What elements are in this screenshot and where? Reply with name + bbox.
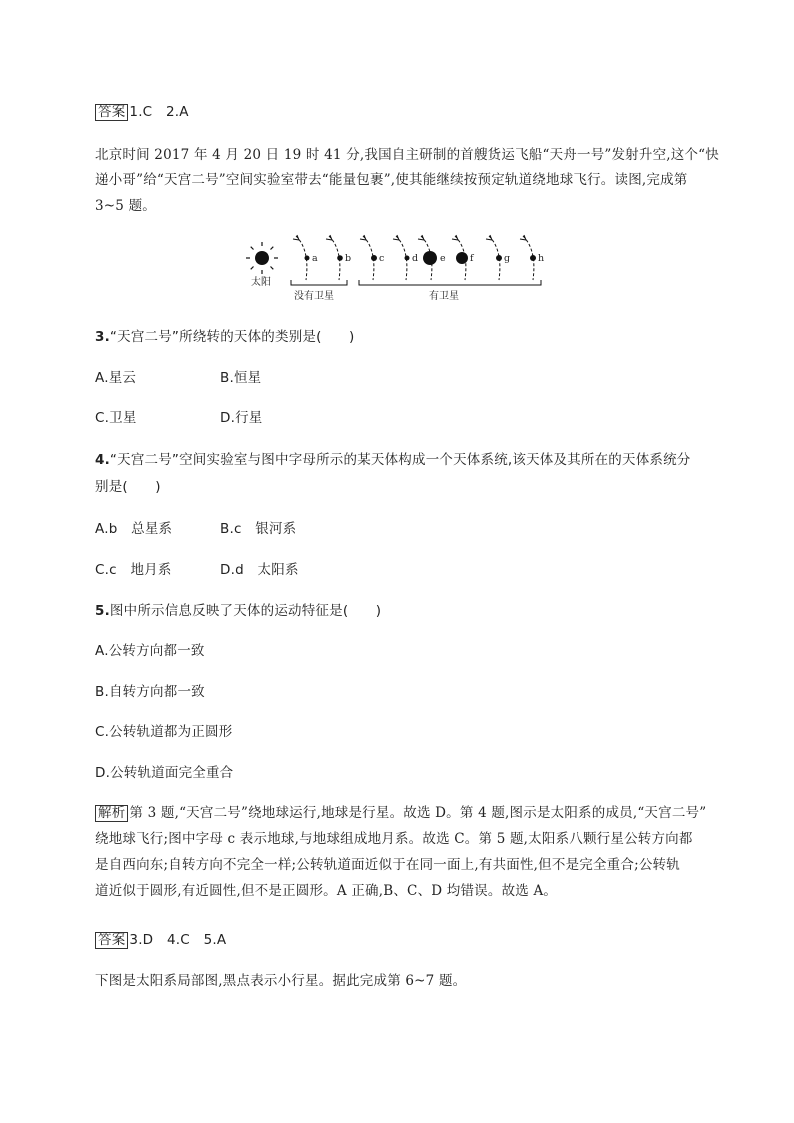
q4-option-a: A.b 总星系 <box>95 521 173 537</box>
planet-label-c: c <box>379 253 385 264</box>
intro-line-3: 3~5 题。 <box>95 198 156 214</box>
q3-options-row-2 <box>95 406 263 426</box>
sun-label: 太阳 <box>251 277 271 288</box>
q5-stem <box>95 599 381 619</box>
planet-e <box>423 251 437 265</box>
planet-a <box>305 256 310 261</box>
q3-options-row-1 <box>95 366 262 386</box>
q4-text-1: “天宫二号”空间实验室与图中字母所示的某天体构成一个天体系统,该天体及其所在的天体系统分 <box>109 452 691 468</box>
answer-text: 1.C 2.A <box>129 104 189 120</box>
solar-system-figure <box>0 232 794 312</box>
q5-text: 图中所示信息反映了天体的运动特征是( ) <box>109 603 382 619</box>
analysis-text-1: 第 3 题,“天宫二号”绕地球运行,地球是行星。故选 D。第 4 题,图示是太阳系的成员,“天宫二号” <box>129 805 707 821</box>
q5-option-c: C.公转轨道都为正圆形 <box>95 724 233 740</box>
q4-stem-2: 别是( ) <box>95 479 161 495</box>
q5-option-a: A.公转方向都一致 <box>95 643 205 659</box>
sun-icon <box>246 242 278 274</box>
answer-line-2 <box>95 928 226 949</box>
planet-f <box>456 252 468 264</box>
planet-label-f: f <box>470 253 474 264</box>
planet-label-g: g <box>504 253 511 264</box>
q4-option-c: C.c 地月系 <box>95 562 172 578</box>
q4-option-b: B.c 银河系 <box>220 521 297 537</box>
analysis-line-1 <box>95 801 706 822</box>
planet-label-e: e <box>440 253 446 264</box>
no-satellite-label: 没有卫星 <box>294 291 334 302</box>
q5-number: 5. <box>95 603 110 619</box>
q5-option-b: B.自转方向都一致 <box>95 684 205 700</box>
analysis-line-2: 绕地球飞行;图中字母 c 表示地球,与地球组成地月系。故选 C。第 5 题,太阳系八颗行星公转方向都 <box>95 831 693 847</box>
answer-tag: 答案 <box>95 104 128 121</box>
q4-option-d: D.d 太阳系 <box>220 562 299 578</box>
q3-option-b: B.恒星 <box>220 370 262 386</box>
planet-label-b: b <box>345 253 352 264</box>
q4-number: 4. <box>95 452 110 468</box>
q4-options-row-2 <box>95 558 299 578</box>
planet-b <box>337 255 343 261</box>
q4-stem-1 <box>95 448 691 468</box>
planet-g <box>496 255 502 261</box>
q5-option-d: D.公转轨道面完全重合 <box>95 765 234 781</box>
answer-text-2: 3.D 4.C 5.A <box>129 932 227 948</box>
planet-label-a: a <box>312 253 318 264</box>
q3-text: “天宫二号”所绕转的天体的类别是( ) <box>109 329 355 345</box>
answer-tag-2: 答案 <box>95 932 128 949</box>
intro-line-2: 递小哥”给“天宫二号”空间实验室带去“能量包裹”,使其能继续按预定轨道绕地球飞行。读图,完成第 <box>95 172 688 188</box>
planet-label-d: d <box>412 253 419 264</box>
has-satellite-label: 有卫星 <box>429 291 459 302</box>
planet-label-h: h <box>538 253 545 264</box>
analysis-line-3: 是自西向东;自转方向不完全一样;公转轨道面近似于在同一面上,有共面性,但不是完全重合;公转轨 <box>95 857 680 873</box>
analysis-tag: 解析 <box>95 805 128 822</box>
planet-d <box>405 256 410 261</box>
no-satellite-bracket <box>291 280 347 285</box>
q3-option-c: C.卫星 <box>95 410 137 426</box>
intro-line-1: 北京时间 2017 年 4 月 20 日 19 时 41 分,我国自主研制的首艘货运飞船“天舟一号”发射升空,这个“快 <box>95 147 719 163</box>
analysis-line-4: 道近似于圆形,有近圆性,但不是正圆形。A 正确,B、C、D 均错误。故选 A。 <box>95 883 558 899</box>
q4-options-row-1 <box>95 517 297 537</box>
planet-c <box>371 255 377 261</box>
q3-number: 3. <box>95 329 110 345</box>
has-satellite-bracket <box>359 280 541 285</box>
next-intro: 下图是太阳系局部图,黑点表示小行星。据此完成第 6~7 题。 <box>95 973 467 989</box>
planet-h <box>530 255 536 261</box>
answer-line-1 <box>95 100 189 121</box>
q3-stem <box>95 325 354 345</box>
q3-option-a: A.星云 <box>95 370 137 386</box>
q3-option-d: D.行星 <box>220 410 263 426</box>
